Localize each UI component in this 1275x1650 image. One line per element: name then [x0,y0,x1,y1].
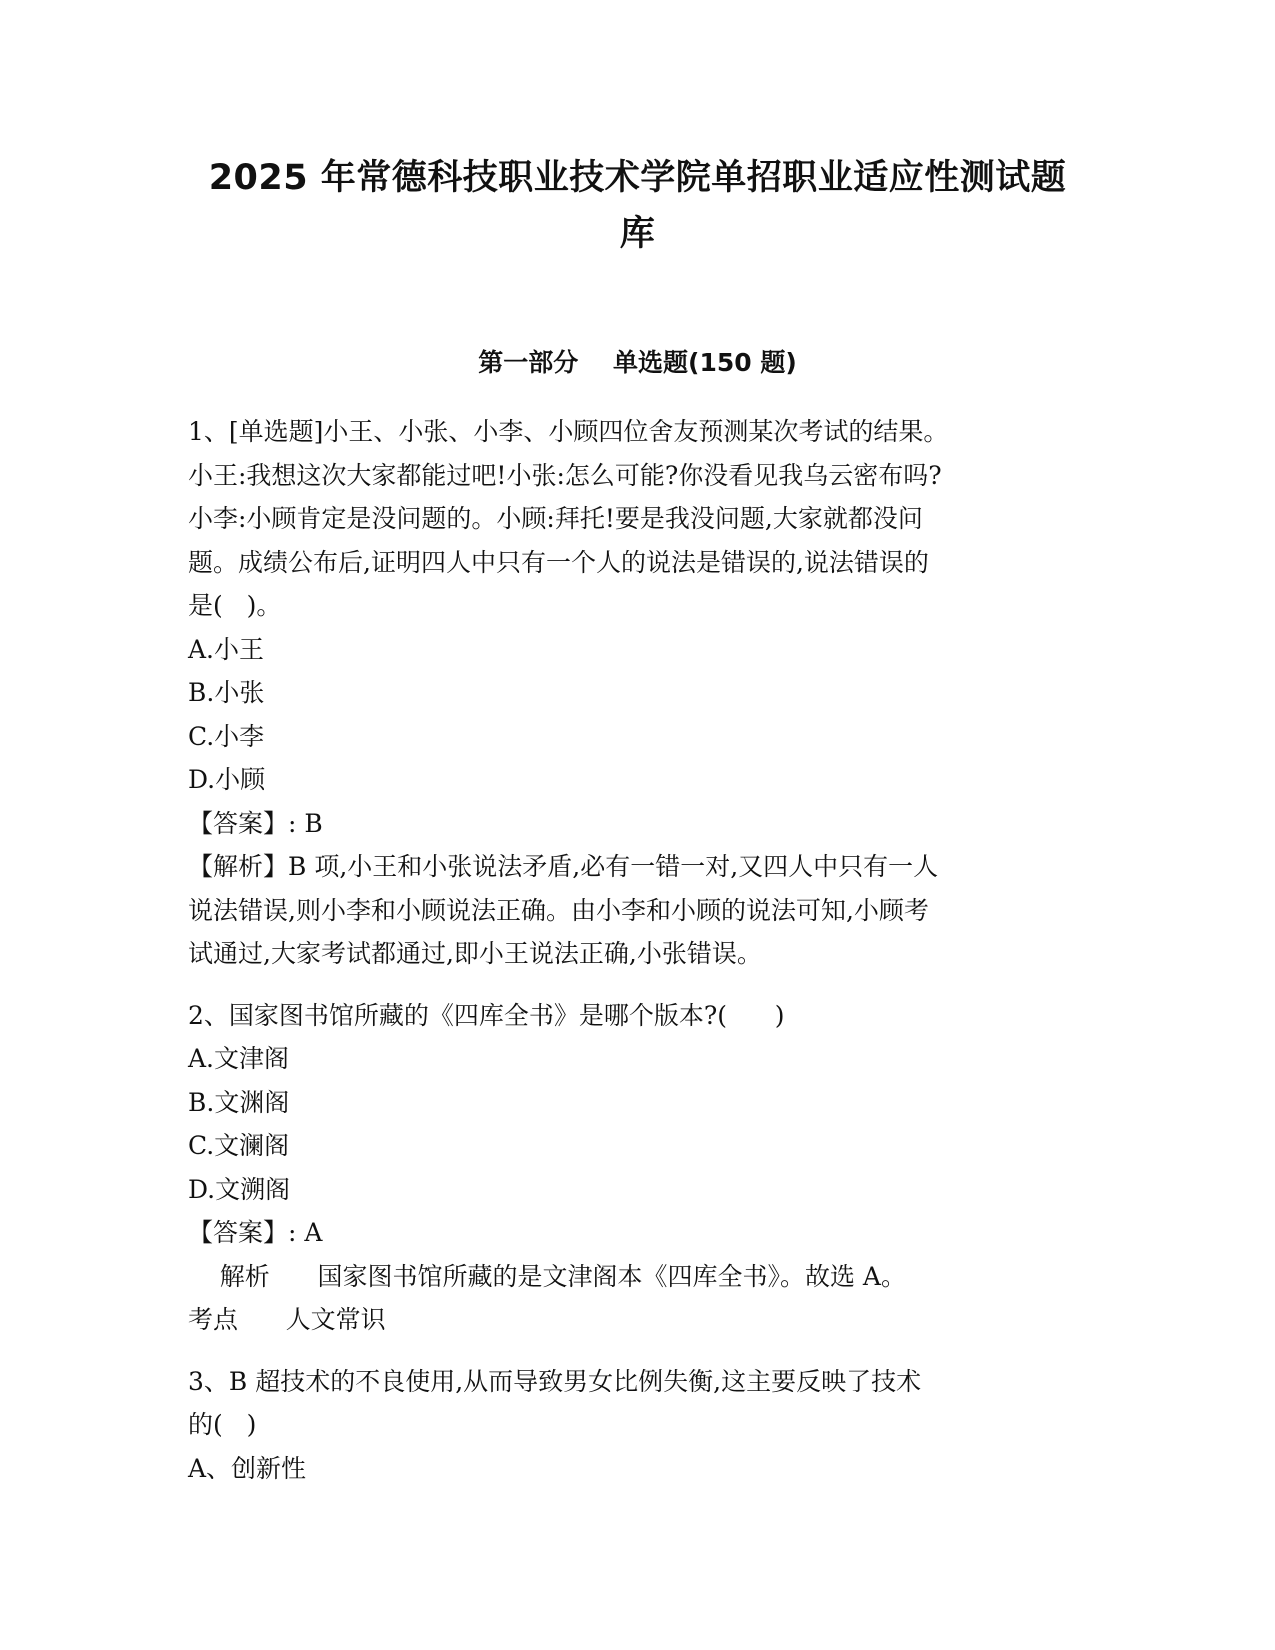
question-2-option-b: B.文渊阁 [188,1087,290,1117]
question-1-analysis-line: 试通过,大家考试都通过,即小王说法正确,小张错误。 [188,939,762,968]
question-spacer [188,1342,1088,1360]
question-3-option-a: A、创新性 [188,1453,307,1483]
question-1-stem-line: 是( )。 [188,591,282,620]
question-1-stem-line: 题。成绩公布后,证明四人中只有一个人的说法是错误的,说法错误的 [188,547,929,577]
document-title [150,150,1125,262]
question-2 [188,994,1088,1342]
question-1-stem-line: 1、[单选题]小王、小张、小李、小顾四位舍友预测某次考试的结果。 [188,417,949,446]
question-spacer [188,976,1088,994]
question-2-option-c: C.文澜阁 [188,1131,290,1160]
question-2-analysis-line: 解析 国家图书馆所藏的是文津阁本《四库全书》。故选 A。 [188,1261,906,1291]
question-1 [188,410,1088,976]
question-2-option-a: A.文津阁 [188,1044,290,1073]
question-2-analysis-line: 考点 人文常识 [188,1305,386,1334]
section-heading: 第一部分 单选题(150 题) [478,348,797,377]
question-1-stem-line: 小李:小顾肯定是没问题的。小顾:拜托!要是我没问题,大家就都没问 [188,504,923,533]
question-2-stem-line: 2、国家图书馆所藏的《四库全书》是哪个版本?( ) [188,1000,785,1030]
title-line-1: 2025 年常德科技职业技术学院单招职业适应性测试题 [208,158,1067,198]
question-3-stem-line: 的( ) [188,1410,257,1439]
question-2-option-d: D.文溯阁 [188,1174,291,1204]
question-1-analysis-line: 说法错误,则小李和小顾说法正确。由小李和小顾的说法可知,小顾考 [188,895,929,925]
question-3-stem-line: 3、B 超技术的不良使用,从而导致男女比例失衡,这主要反映了技术 [188,1366,922,1396]
question-2-answer: 【答案】: A [188,1218,323,1247]
question-1-analysis-line: 【解析】B 项,小王和小张说法矛盾,必有一错一对,又四人中只有一人 [188,852,939,881]
question-3 [188,1360,1088,1491]
question-1-option-c: C.小李 [188,721,265,751]
question-1-option-d: D.小顾 [188,765,266,794]
question-1-answer: 【答案】: B [188,808,323,838]
question-1-stem-line: 小王:我想这次大家都能过吧!小张:怎么可能?你没看见我乌云密布吗? [188,460,942,490]
question-1-option-b: B.小张 [188,678,265,707]
question-1-option-a: A.小王 [188,634,265,664]
title-line-2: 库 [619,214,656,254]
question-list [188,410,1088,1490]
